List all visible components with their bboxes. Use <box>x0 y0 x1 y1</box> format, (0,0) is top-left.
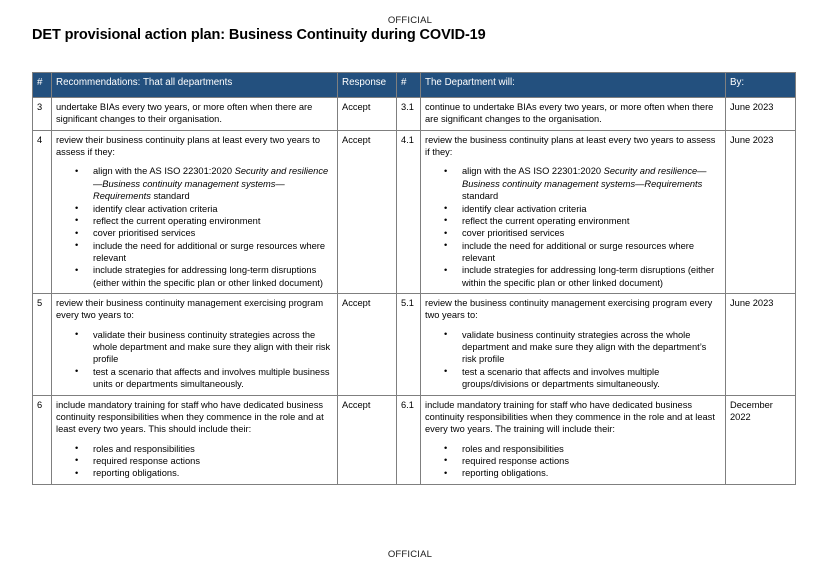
bullet-text: roles and responsibilities <box>93 443 195 454</box>
action-plan-table <box>32 72 796 485</box>
bullet-list <box>425 443 721 480</box>
bullet-item <box>425 467 721 479</box>
bullet-text: include strategies for addressing long-term disruptions (either within the specific plan or other linked document) <box>93 265 323 288</box>
bullet-text: reporting obligations. <box>462 468 549 479</box>
bullet-dot-icon: • <box>444 366 448 377</box>
column-header-recommendations: Recommendations: That all departments <box>52 73 338 98</box>
cell-action-number: 3.1 <box>397 98 421 131</box>
cell-recommendation <box>52 395 338 484</box>
bullet-dot-icon: • <box>75 455 79 466</box>
cell-lead-text: continue to undertake BIAs every two years, or more often when there are significant changes to the organisation. <box>425 102 714 125</box>
column-header-rec-number: # <box>33 73 52 98</box>
bullet-item <box>56 264 333 289</box>
bullet-item <box>425 203 721 215</box>
bullet-item <box>425 443 721 455</box>
cell-rec-number: 5 <box>33 294 52 396</box>
cell-due-date: June 2023 <box>726 294 796 396</box>
cell-content <box>56 134 333 289</box>
bullet-text: validate their business continuity strategies across the whole department and make sure they align with their risk profile <box>93 329 331 365</box>
column-header-by: By: <box>726 73 796 98</box>
bullet-dot-icon: • <box>444 329 448 340</box>
table-row <box>33 98 796 131</box>
table-header-row <box>33 73 796 98</box>
bullet-item <box>56 203 333 215</box>
cell-lead-text: review the business continuity management exercising program every two years to: <box>425 298 713 321</box>
cell-lead-text: include mandatory training for staff who have dedicated business continuity responsibilities when they commence in the role and at least every two years. This should include their: <box>56 399 324 435</box>
cell-recommendation <box>52 294 338 396</box>
cell-rec-number: 6 <box>33 395 52 484</box>
bullet-item <box>56 215 333 227</box>
bullet-dot-icon: • <box>75 329 79 340</box>
bullet-item <box>56 329 333 366</box>
bullet-dot-icon: • <box>75 227 79 238</box>
bullet-item <box>425 366 721 391</box>
bullet-list <box>425 165 721 289</box>
cell-content <box>425 101 721 126</box>
cell-content <box>56 101 333 126</box>
bullet-text: include strategies for addressing long-term disruptions (either within the specific plan or other linked document) <box>462 265 715 288</box>
cell-content <box>56 399 333 480</box>
bullet-item <box>425 215 721 227</box>
bullet-text-suffix: standard <box>150 191 190 202</box>
bullet-dot-icon: • <box>75 264 79 275</box>
bullet-text: reflect the current operating environment <box>93 215 261 226</box>
bullet-item <box>56 366 333 391</box>
cell-lead-text: review their business continuity plans at least every two years to assess if they: <box>56 134 321 158</box>
cell-rec-number: 4 <box>33 130 52 293</box>
cell-lead-text: include mandatory training for staff who have dedicated business continuity responsibilities when they commence in the role and at least every two years. The training will include their: <box>425 399 715 435</box>
cell-department-action <box>421 98 726 131</box>
bullet-dot-icon: • <box>444 215 448 226</box>
cell-content <box>425 399 721 480</box>
cell-recommendation <box>52 130 338 293</box>
bullet-dot-icon: • <box>444 467 448 478</box>
bullet-dot-icon: • <box>75 215 79 226</box>
bullet-item <box>56 165 333 202</box>
bullet-text: roles and responsibilities <box>462 443 564 454</box>
cell-action-number: 6.1 <box>397 395 421 484</box>
cell-response: Accept <box>338 98 397 131</box>
bullet-item <box>425 240 721 265</box>
bullet-text: reflect the current operating environment <box>462 215 630 226</box>
cell-department-action <box>421 130 726 293</box>
cell-content <box>425 134 721 289</box>
cell-response: Accept <box>338 130 397 293</box>
bullet-dot-icon: • <box>75 240 79 251</box>
table-row <box>33 130 796 293</box>
cell-response: Accept <box>338 395 397 484</box>
classification-marking-top: OFFICIAL <box>387 15 433 26</box>
cell-department-action <box>421 294 726 396</box>
cell-content <box>56 297 333 391</box>
bullet-item <box>56 467 333 479</box>
cell-due-date: June 2023 <box>726 130 796 293</box>
table-row <box>33 395 796 484</box>
bullet-text: include the need for additional or surge resources where relevant <box>93 240 326 263</box>
bullet-text: test a scenario that affects and involves multiple groups/divisions or departments simultaneously. <box>462 366 660 390</box>
bullet-text: align with the AS ISO 22301:2020 <box>462 166 604 177</box>
bullet-list <box>425 329 721 391</box>
bullet-item <box>425 227 721 239</box>
bullet-dot-icon: • <box>444 165 448 176</box>
bullet-item <box>56 443 333 455</box>
column-header-action-number: # <box>397 73 421 98</box>
bullet-text: identify clear activation criteria <box>462 203 587 214</box>
bullet-dot-icon: • <box>444 203 448 214</box>
bullet-item <box>425 329 721 366</box>
bullet-text: cover prioritised services <box>462 228 565 239</box>
bullet-item <box>56 227 333 239</box>
bullet-dot-icon: • <box>75 203 79 214</box>
bullet-text: identify clear activation criteria <box>93 203 218 214</box>
cell-rec-number: 3 <box>33 98 52 131</box>
bullet-item <box>425 264 721 289</box>
cell-lead-text: review the business continuity plans at least every two years to assess if they: <box>425 134 716 158</box>
bullet-dot-icon: • <box>444 240 448 251</box>
action-plan-table-container <box>32 72 795 485</box>
table-header <box>33 73 796 98</box>
bullet-text: required response actions <box>462 455 569 466</box>
bullet-dot-icon: • <box>75 165 79 176</box>
bullet-dot-icon: • <box>444 264 448 275</box>
bullet-list <box>56 165 333 289</box>
bullet-text-italic: Security and resilience—Business continuity management systems—Requirements <box>462 166 707 189</box>
bullet-item <box>56 455 333 467</box>
page-title: DET provisional action plan: Business Continuity during COVID-19 <box>32 27 486 43</box>
cell-response: Accept <box>338 294 397 396</box>
table-row <box>33 294 796 396</box>
bullet-dot-icon: • <box>444 455 448 466</box>
cell-lead-text: review their business continuity management exercising program every two years to: <box>56 298 324 321</box>
column-header-department-will: The Department will: <box>421 73 726 98</box>
bullet-text: align with the AS ISO 22301:2020 <box>93 166 235 177</box>
bullet-text: test a scenario that affects and involves multiple business units or departments simultaneously. <box>93 366 330 390</box>
bullet-dot-icon: • <box>75 467 79 478</box>
bullet-text: required response actions <box>93 455 200 466</box>
bullet-text-suffix: standard <box>462 191 499 202</box>
cell-recommendation <box>52 98 338 131</box>
bullet-item <box>425 165 721 202</box>
bullet-item <box>56 240 333 265</box>
bullet-dot-icon: • <box>75 443 79 454</box>
bullet-dot-icon: • <box>444 443 448 454</box>
cell-action-number: 4.1 <box>397 130 421 293</box>
bullet-item <box>425 455 721 467</box>
bullet-text: cover prioritised services <box>93 228 196 239</box>
bullet-text-italic: Security and resilience—Business continuity management systems—Requirements <box>93 166 329 202</box>
bullet-dot-icon: • <box>75 366 79 377</box>
column-header-response: Response <box>338 73 397 98</box>
bullet-text: validate business continuity strategies across the whole department and make sure they align with the department’s risk profile <box>462 329 707 365</box>
bullet-list <box>56 329 333 391</box>
classification-marking-bottom: OFFICIAL <box>387 549 433 560</box>
bullet-text: include the need for additional or surge resources where relevant <box>462 240 695 263</box>
table-body <box>33 98 796 485</box>
cell-action-number: 5.1 <box>397 294 421 396</box>
bullet-text: reporting obligations. <box>93 468 180 479</box>
bullet-list <box>56 443 333 480</box>
cell-department-action <box>421 395 726 484</box>
cell-due-date: December 2022 <box>726 395 796 484</box>
cell-due-date: June 2023 <box>726 98 796 131</box>
bullet-dot-icon: • <box>444 227 448 238</box>
cell-content <box>425 297 721 391</box>
cell-lead-text: undertake BIAs every two years, or more often when there are significant changes to their organisation. <box>56 102 313 125</box>
